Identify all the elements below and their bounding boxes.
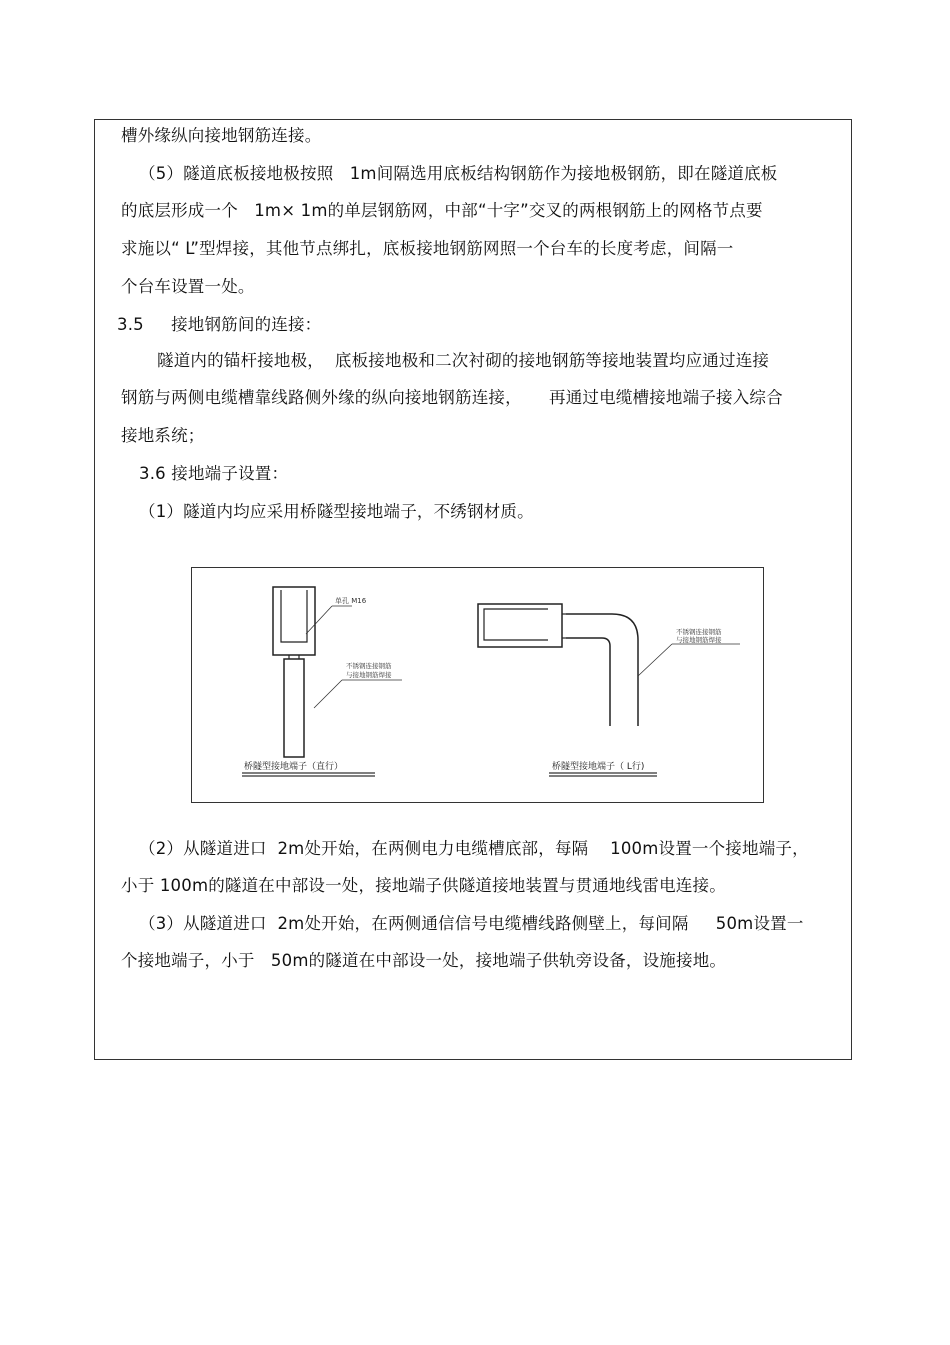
l-terminal-bar-outer — [566, 614, 638, 726]
straight-terminal-bar — [284, 659, 304, 757]
paragraph-line: 个接地端子，小于 50m的隧道在中部设一处，接地端子供轨旁设备，设施接地。 — [121, 951, 727, 970]
l-terminal-bar-inner — [566, 638, 610, 726]
l-terminal-slot — [484, 609, 548, 640]
paragraph-line: （5）隧道底板接地极按照 1m间隔选用底板结构钢筋作为接地极钢筋，即在隧道底板 — [139, 164, 778, 183]
paragraph-line: （1）隧道内均应采用桥隧型接地端子，不绣钢材质。 — [139, 502, 534, 521]
paragraph-line: （2）从隧道进口 2m处开始，在两侧电力电缆槽底部，每隔 100m设置一个接地端子， — [139, 839, 809, 858]
paragraph-line: 槽外缘纵向接地钢筋连接。 — [121, 126, 322, 145]
straight-terminal-head — [273, 587, 315, 655]
paragraph-line: 个台车设置一处。 — [121, 277, 255, 296]
section-heading: 3.6 接地端子设置： — [139, 464, 289, 483]
weld-label: 不锈钢连接钢筋 — [346, 662, 392, 670]
paragraph-line: 钢筋与两侧电缆槽靠线路侧外缘的纵向接地钢筋连接， 再通过电缆槽接地端子接入综合 — [121, 388, 783, 407]
straight-terminal-slot — [281, 590, 307, 642]
terminal-diagram — [192, 568, 765, 804]
section-heading: 3.5 接地钢筋间的连接： — [117, 315, 322, 334]
paragraph-line: （3）从隧道进口 2m处开始，在两侧通信信号电缆槽线路侧壁上，每间隔 50m设置一 — [139, 914, 804, 933]
figure-caption-left: 桥隧型接地端子（直行） — [244, 762, 344, 772]
grounding-terminal-figure — [191, 567, 764, 803]
paragraph-line: 求施以“ L”型焊接，其他节点绑扎，底板接地钢筋网照一个台车的长度考虑，间隔一 — [121, 239, 734, 258]
weld-label: 不锈钢连接钢筋 — [676, 628, 722, 636]
figure-caption-right: 桥隧型接地端子（ L行) — [552, 762, 645, 772]
paragraph-line: 隧道内的锚杆接地极， 底板接地极和二次衬砌的接地钢筋等接地装置均应通过连接 — [157, 351, 770, 370]
weld-label: 与接地钢筋焊接 — [676, 636, 722, 644]
paragraph-line: 的底层形成一个 1m× 1m的单层钢筋网，中部“十字”交叉的两根钢筋上的网格节点要 — [121, 201, 763, 220]
paragraph-line: 小于 100m的隧道在中部设一处，接地端子供隧道接地装置与贯通地线雷电连接。 — [121, 876, 726, 895]
paragraph-line: 接地系统； — [121, 426, 205, 445]
hole-label: 单孔 M16 — [335, 597, 367, 605]
weld-label: 与接地钢筋焊接 — [346, 671, 392, 679]
